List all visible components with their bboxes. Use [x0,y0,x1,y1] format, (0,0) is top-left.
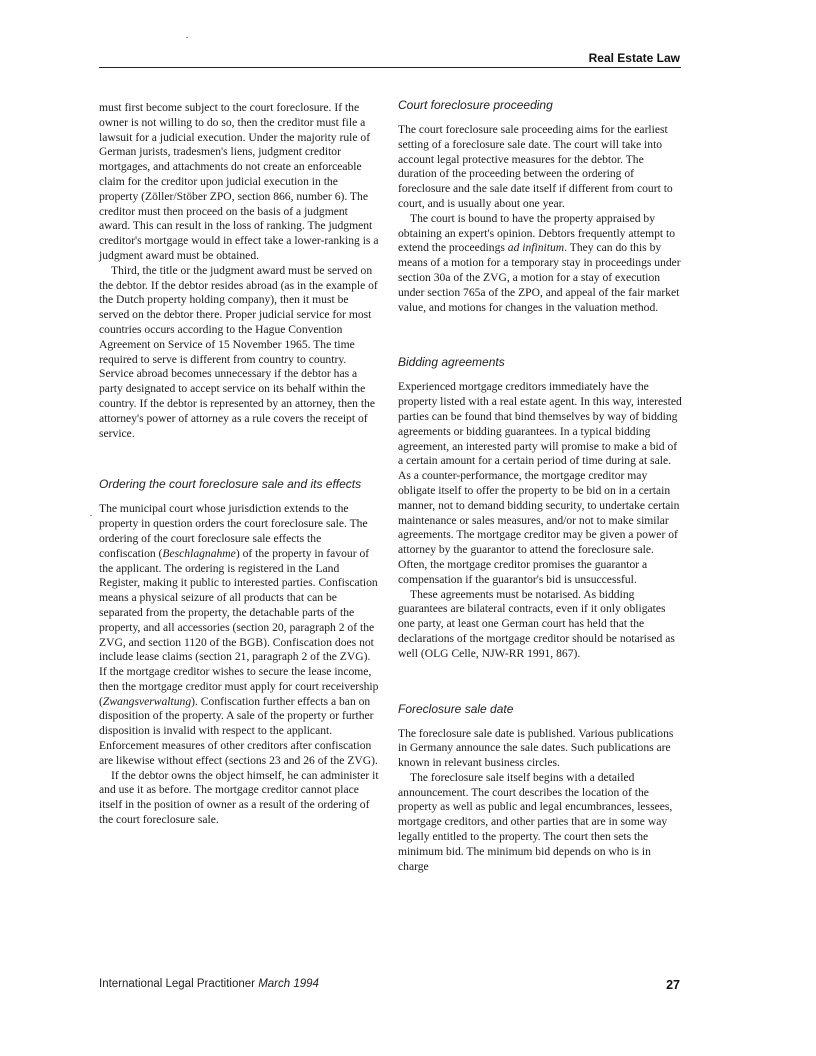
body-paragraph: must first become subject to the court foreclosure. If the owner is not willing to do so, then the creditor must file a lawsuit for a judicial execution. Under the majority rule of German jurists, tradesmen's liens, judgment creditor mortgages, and attachments do not create an enforceable claim for the creditor upon judicial execution in the property (Zöller/Stöber ZPO, section 866, number 6). The creditor must then proceed on the basis of a judgment award. This can result in the loss of ranking. The judgment creditor's mortgage would in effect take a lower-ranking is a judgment award must be obtained. [99,101,379,262]
text-run: The municipal court whose jurisdiction extends to the property in question orders the court foreclosure sale. The ordering of the court foreclosure sale effects the confiscation ( [99,502,368,560]
body-paragraph: These agreements must be notarised. As bidding guarantees are bilateral contracts, even if it only obligates one party, at least one German court has held that the declarations of the mortgage creditor should be notarised as well (OLG Celle, NJW-RR 1991, 867). [398,587,675,660]
section-heading: Bidding agreements [398,355,505,370]
body-paragraph: The court foreclosure sale proceeding aims for the earliest setting of a foreclosure sale date. The court will take into account legal protective measures for the debtor. The duration of the proceeding between the ordering of foreclosure and the sale date itself if different from court to court, and is usually about one year. [398,123,673,210]
body-paragraph [99,502,379,768]
body-paragraph: Experienced mortgage creditors immediately have the property listed with a real estate agent. In this way, interested parties can be found that bind themselves by way of bidding agreements or bidding guarantees. In a typical bidding agreement, an interested party will promise to make a bid of a certain amount for a certain period of time during at sale. As a counter-performance, the mortgage creditor may obligate itself to offer the property to be bid on in a certain manner, not to demand bidding security, to undertake certain maintenance or sales measures, and/or not to make similar agreements. The mortgage creditor may be given a power of attorney by the guarantor to attend the foreclosure sale. Often, the mortgage creditor promises the guarantor a compensation if the guarantor's bid is unsuccessful. [398,380,682,586]
page-number: 27 [666,978,680,992]
body-paragraph: Third, the title or the judgment award must be served on the debtor. If the debtor resides abroad (as in the example of the Dutch property holding company), then it must be served on the debtor there. Proper judicial service for most countries occurs according to the Hague Convention Agreement on Service of 15 November 1965. The time required to serve is different from country to country. Service abroad becomes unnecessary if the debtor has a party designated to accept service on its behalf within the country. If the debtor is represented by an attorney, then the attorney's power of attorney as a rule covers the receipt of service. [99,263,378,440]
left-column [99,101,379,828]
text-run: The court is bound to have the property appraised by obtaining an expert's opinion. Debtors frequently attempt to extend the proceedings [398,211,676,255]
body-paragraph: If the debtor owns the object himself, he can administer it and use it as before. The mortgage creditor cannot place itself in the position of owner as a result of the ordering of the court foreclosure sale. [99,768,379,827]
text-run: ). Confiscation further effects a ban on disposition of the property. A sale of the property or further disposition is invalid with respect to the applicant. Enforcement measures of other creditors after confiscation are likewise without effect (sections 23 and 26 of the ZVG). [99,694,378,767]
footer-citation [99,978,319,990]
section-heading: Foreclosure sale date [398,701,514,716]
section-heading: Court foreclosure proceeding [398,98,553,112]
scan-mark [90,515,92,516]
italic-term: Zwangsverwaltung [102,694,192,708]
publication-name: International Legal Practitioner [99,978,255,990]
section-heading: Ordering the court foreclosure sale and its effects [99,477,362,492]
right-column [398,98,682,874]
body-paragraph [398,212,682,316]
italic-term: Beschlagnahme [162,546,236,560]
header-rule [99,67,681,68]
running-title: Real Estate Law [588,51,680,65]
body-paragraph: The foreclosure sale date is published. Various publications in Germany announce the sale dates. Such publications are known in relevant business circles. [398,726,674,770]
scan-mark [186,37,188,38]
issue-date: March 1994 [258,978,319,990]
text-run: ) of the property in favour of the applicant. The ordering is registered in the Land Register, making it public to interested parties. Confiscation means a physical seizure of all products that can be separated from the property, the detachable parts of the property, and all accessories (section 20, paragraph 2 of the ZVG, and section 1120 of the BGB). Confiscation does not include lease claims (section 21, paragraph 2 of the ZVG). If the mortgage creditor wishes to secure the lease income, then the mortgage creditor must apply for court receivership ( [99,546,379,708]
body-paragraph: The foreclosure sale itself begins with a detailed announcement. The court describes the location of the property as well as public and legal encumbrances, lessees, mortgage creditors, and other parties that are in some way legally entitled to the property. The court then sets the minimum bid. The minimum bid depends on who is in charge [398,770,673,873]
italic-term: ad infinitum [507,241,565,255]
text-run: . They can do this by means of a motion for a temporary stay in proceedings under section 30a of the ZVG, a motion for a stay of execution under section 765a of the ZPO, and appeal of the fair market value, and motions for changes in the valuation method. [398,241,681,314]
